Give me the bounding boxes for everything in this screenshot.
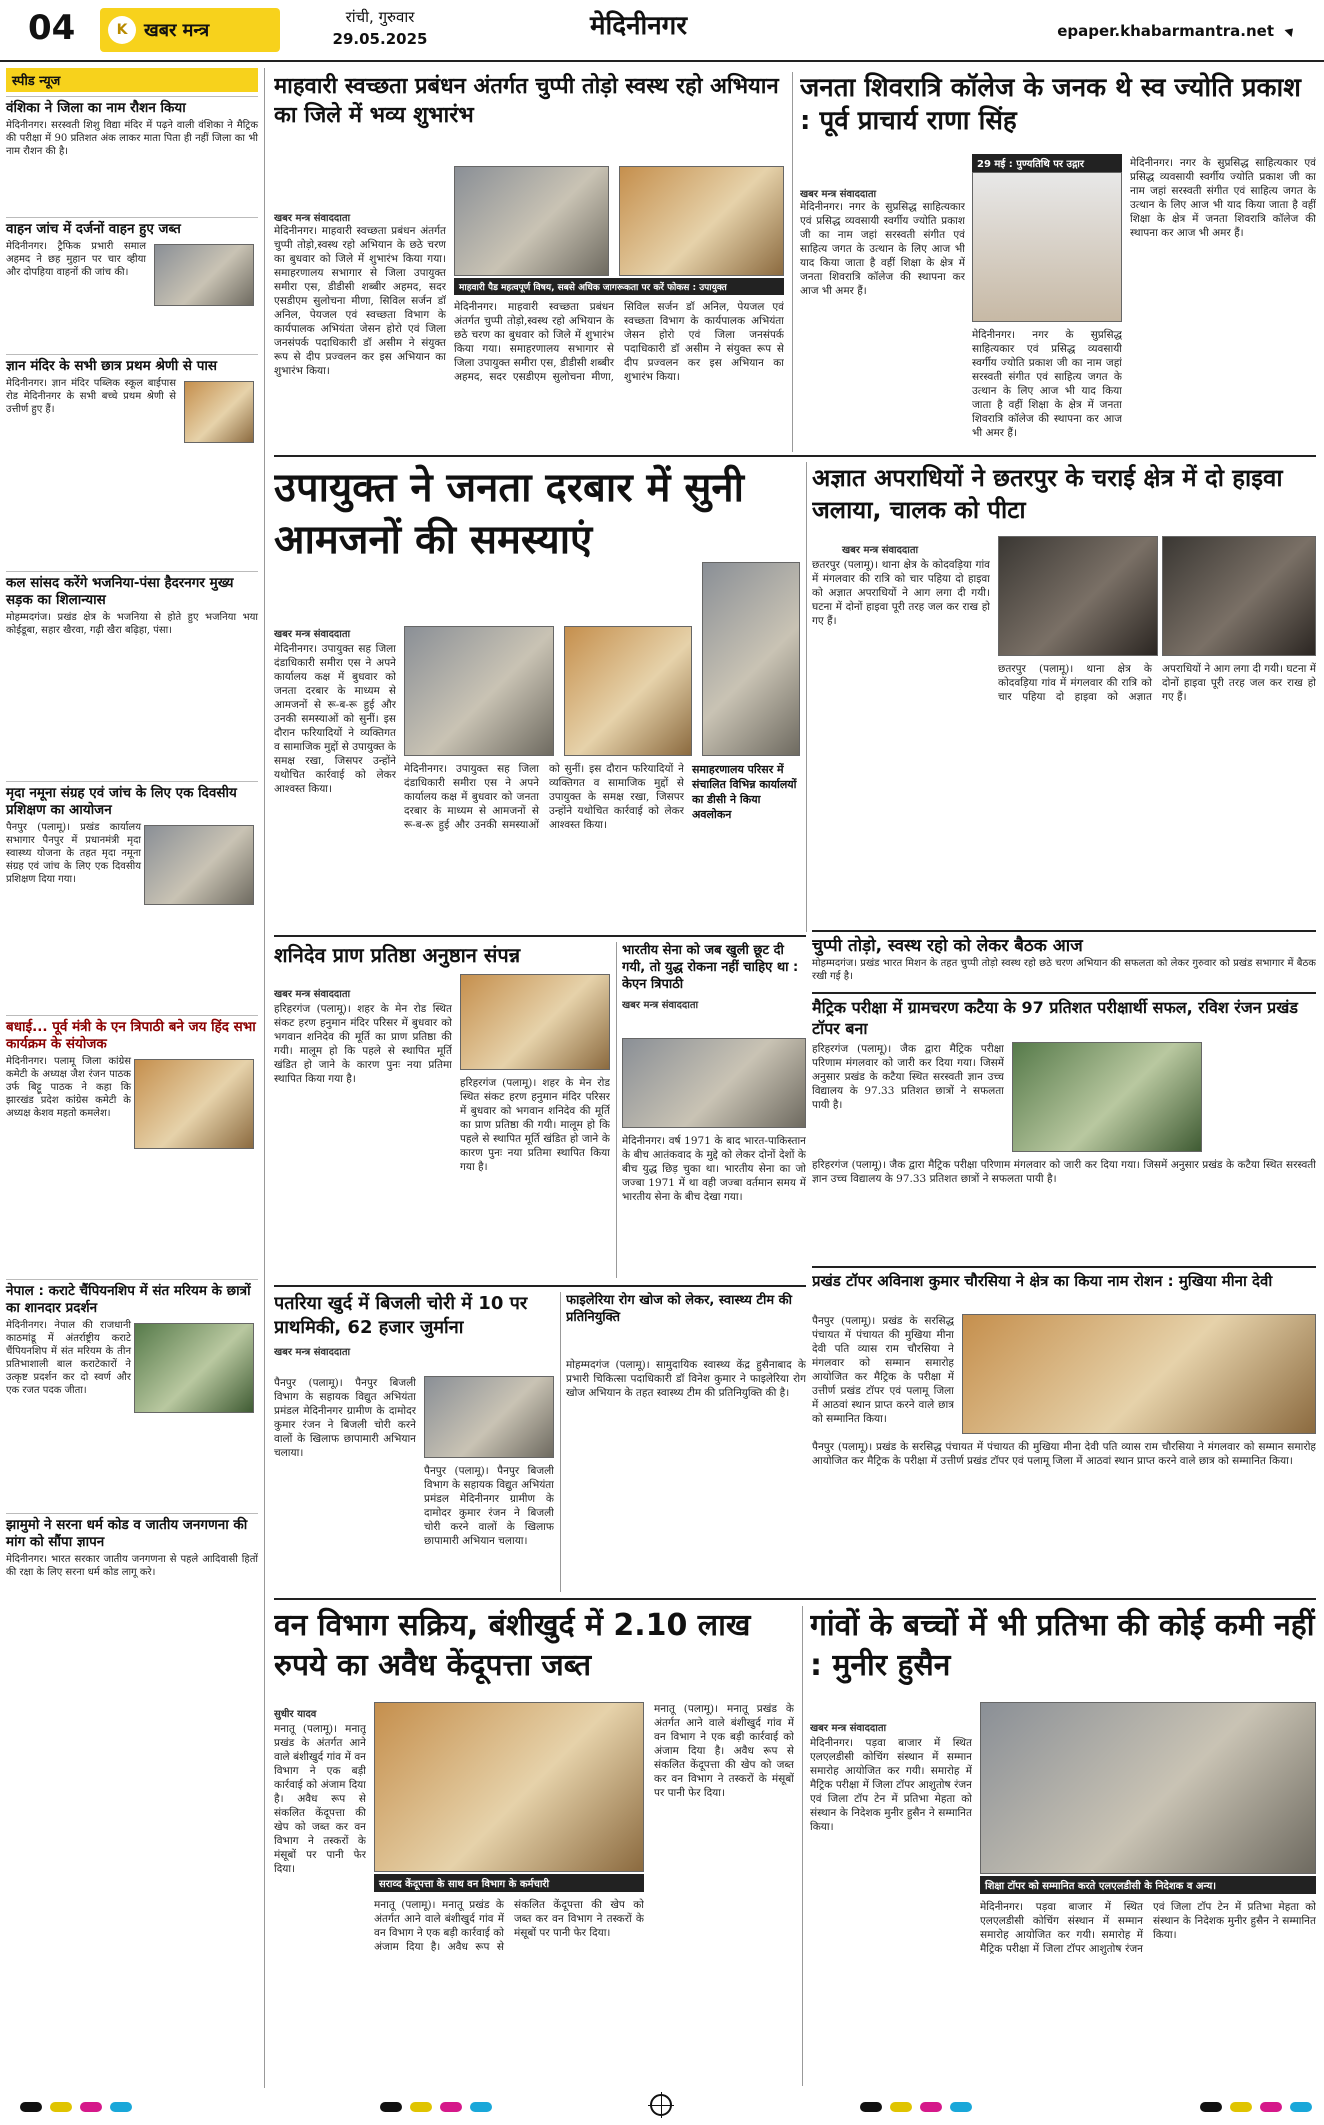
page-number: 04: [28, 8, 76, 48]
story-photo: [564, 626, 692, 756]
brief-photo: [134, 1323, 254, 1413]
story-body-continued: पैनपुर (पलामू)। प्रखंड के सरसिद्ध पंचायत में पंचायत की मुखिया मीना देवी पति व्यास राम चौरसिया ने मंगलवार को सम्मान समारोह आयोजित कर मैट्रिक के परीक्षा में उत्तीर्ण प्रखंड टॉपर एवं पलामू जिला में आठवां स्थान प्राप्त करने वाले छात्र को सम्मानित किया।: [812, 1441, 1316, 1467]
story-byline: खबर मन्त्र संवाददाता: [842, 545, 919, 556]
story-headline: उपायुक्त ने जनता दरबार में सुनी आमजनों की समस्याएं: [274, 465, 744, 563]
brief-headline: वाहन जांच में दर्जनों वाहन हुए जब्त: [6, 217, 258, 238]
story-hywa-arson: [812, 462, 1316, 922]
brief-photo: [144, 825, 254, 905]
color-dot: [470, 2102, 492, 2112]
color-dot: [860, 2102, 882, 2112]
story-body-continued: पैनपुर (पलामू)। पैनपुर बिजली विभाग के सहायक विद्युत अभियंता प्रमंडल मेदिनीनगर ग्रामीण के दामोदर कुमार रंजन ने बिजली चोरी करने वालों के खिलाफ छापामारी अभियान चलाया।: [424, 1465, 554, 1547]
story-body-continued: हरिहरगंज (पलामू)। जैक द्वारा मैट्रिक परीक्षा परिणाम मंगलवार को जारी कर दिया गया। जिसमें अनुसार प्रखंड के कटैया स्थित सरस्वती ज्ञान उच्च विद्यालय के 97.33 प्रतिशत छात्रों ने सफलता पायी है।: [812, 1159, 1316, 1185]
story-menstrual-hygiene: [274, 72, 784, 450]
brief-text: मेदिनीनगर। ट्रैफिक प्रभारी समाल अहमद ने छह मुहान पर चार व्हीया और दोपहिया वाहनों की जांच की।: [6, 241, 146, 278]
story-headline: भारतीय सेना को जब खुली छूट दी गयी, तो युद्ध रोकना नहीं चाहिए था : केएन त्रिपाठी: [622, 943, 799, 992]
photo-caption: 29 मई : पुण्यतिथि पर उद्गार: [972, 154, 1122, 172]
story-block-topper: [812, 1266, 1316, 1596]
brief-text: मेदिनीनगर। नेपाल की राजधानी काठमांडू में अंतर्राष्ट्रीय कराटे चैंपियनशिप में संत मरियम के तीन प्रतिभाशाली बाल कराटेकारों ने उत्कृष्ट प्रदर्शन कर दो स्वर्ण और एक रजत पदक जीता।: [6, 1320, 131, 1396]
story-body-continued: मनातू (पलामू)। मनातू प्रखंड के अंतर्गत आने वाले बंशीखुर्द गांव में वन विभाग ने एक बड़ी कार्रवाई को अंजाम दिया है। अवैध रूप से संकलित केंदूपत्ता की खेप को जब्त कर वन विभाग ने तस्करों के मंसूबों पर पानी फेर दिया।: [374, 1899, 644, 1953]
story-photo: [998, 536, 1158, 656]
story-photo: [619, 166, 784, 276]
story-body: मोहम्मदगंज। प्रखंड भारत मिशन के तहत चुप्पी तोड़ो स्वस्थ रहो छठे चरण अभियान की सफलता को लेकर गुरुवार को प्रखंड सभागार में बैठक रखी गई है।: [812, 958, 1316, 982]
brief-photo: [154, 244, 254, 306]
story-shanidev: [274, 942, 610, 1278]
story-headline: वन विभाग सक्रिय, बंशीखुर्द में 2.10 लाख रुपये का अवैध केंदूपत्ता जब्त: [274, 1608, 751, 1683]
website-link[interactable]: epaper.khabarmantra.net: [1057, 22, 1274, 40]
color-dot: [1200, 2102, 1222, 2112]
story-photo: [622, 1038, 806, 1128]
story-body-continued: मेदिनीनगर। उपायुक्त सह जिला दंडाधिकारी समीरा एस ने अपने कार्यालय कक्ष में बुधवार को जनता दरबार के माध्यम से आमजनों से रू-ब-रू हुई और उनकी समस्याओं को सुनीं। इस दौरान फरियादियों ने व्यक्तिगत व सामाजिक मुद्दों से उपायुक्त के समक्ष रखा, जिसपर उन्होंने यथोचित कार्रवाई को लेकर आश्वस्त किया।: [404, 763, 684, 831]
color-dot: [1290, 2102, 1312, 2112]
brief-headline: बधाई... पूर्व मंत्री के एन त्रिपाठी बने जय हिंद सभा कार्यक्रम के संयोजक: [6, 1015, 258, 1053]
story-photo: [1162, 536, 1316, 656]
story-subhead: समाहरणालय परिसर में संचालित विभिन्न कार्यालयों का डीसी ने किया अवलोकन: [692, 763, 797, 821]
story-body: मेदिनीनगर। नगर के सुप्रसिद्ध साहित्यकार एवं प्रसिद्ध व्यवसायी स्वर्गीय ज्योति प्रकाश जी का नाम जहां सरस्वती संगीत एवं साहित्य जगत के उत्थान के लिए आज भी याद किया जाता है वहीं शिक्षा के क्षेत्र में जनता शिवरात्रि कॉलेज की स्थापना कर आज भी अमर हैं।: [800, 201, 965, 297]
story-photo: [404, 626, 554, 756]
color-dot: [20, 2102, 42, 2112]
story-headline: जनता शिवरात्रि कॉलेज के जनक थे स्व ज्योति प्रकाश : पूर्व प्राचार्य राणा सिंह: [800, 73, 1301, 136]
story-body-continued: मेदिनीनगर। माहवारी स्वच्छता प्रबंधन अंतर्गत चुप्पी तोड़ो,स्वस्थ रहो अभियान के छठे चरण का बुधवार को जिले में शुभारंभ किया गया। समाहरणालय सभागार से जिला उपायुक्त समीरा एस, डीडीसी शब्बीर अहमद, सदर एसडीएम सुलोचना मीणा, सिविल सर्जन डॉ अनिल, पेयजल एवं स्वच्छता विभाग के कार्यपालक अभियंता जेसन होरो एवं जिला जनसंपर्क पदाधिकारी डॉ असीम ने संयुक्त रूप से दीप प्रज्वलन कर इस अभियान का शुभारंभ किया।: [454, 301, 784, 383]
edition-name: मेदिनीनगर: [590, 11, 687, 41]
story-body-continued: मेदिनीनगर। नगर के सुप्रसिद्ध साहित्यकार एवं प्रसिद्ध व्यवसायी स्वर्गीय ज्योति प्रकाश जी का नाम जहां सरस्वती संगीत एवं साहित्य जगत के उत्थान के लिए आज भी याद किया जाता है वहीं शिक्षा के क्षेत्र में जनता शिवरात्रि कॉलेज की स्थापना कर आज भी अमर हैं।: [972, 329, 1122, 439]
story-headline: चुप्पी तोड़ो, स्वस्थ रहो को लेकर बैठक आज: [812, 930, 1316, 957]
story-headline: अज्ञात अपराधियों ने छतरपुर के चराई क्षेत्र में दो हाइवा जलाया, चालक को पीटा: [812, 464, 1283, 524]
story-byline: खबर मन्त्र संवाददाता: [274, 213, 351, 224]
story-byline: खबर मन्त्र संवाददाता: [274, 989, 351, 1000]
story-headline: गांवों के बच्चों में भी प्रतिभा की कोई कमी नहीं : मुनीर हुसैन: [810, 1608, 1315, 1683]
brief-text: मेदिनीनगर। ज्ञान मंदिर पब्लिक स्कूल बाईपास रोड मेदिनीनगर के सभी बच्चे प्रथम श्रेणी से उत्तीर्ण हुए हैं।: [6, 378, 176, 415]
story-college-founder: [800, 72, 1316, 450]
color-dot: [890, 2102, 912, 2112]
story-byline: सुधीर यादव: [274, 1709, 317, 1720]
story-kendu-leaf-seizure: [274, 1606, 794, 2086]
column-rule: [792, 72, 793, 452]
story-body-continued: मेदिनीनगर। पड़वा बाजार में स्थित एलएलडीसी कोचिंग संस्थान में सम्मान समारोह आयोजित कर गयी। समारोह में मैट्रिक परीक्षा में जिला टॉपर आशुतोष रंजन एवं जिला टॉप टेन में प्रतिभा मेहता को संस्थान के निदेशक मुनीर हुसैन ने सम्मानित किया।: [980, 1901, 1316, 1955]
story-photo: [374, 1702, 644, 1872]
portrait-photo: [972, 172, 1122, 322]
color-dot: [920, 2102, 942, 2112]
brief-headline: झामुमो ने सरना धर्म कोड व जातीय जनगणना की मांग को सौंपा ज्ञापन: [6, 1513, 258, 1551]
story-body: मेदिनीनगर। उपायुक्त सह जिला दंडाधिकारी समीरा एस ने अपने कार्यालय कक्ष में बुधवार को जनता दरबार के माध्यम से आमजनों से रू-ब-रू हुई और उनकी समस्याओं को सुनीं। इस दौरान फरियादियों ने व्यक्तिगत व सामाजिक मुद्दों से उपायुक्त के समक्ष रखा, जिसपर उन्होंने यथोचित कार्रवाई को लेकर आश्वस्त किया।: [274, 643, 396, 795]
section-rule: [274, 455, 1316, 457]
brief-headline: वंशिका ने जिला का नाम रौशन किया: [6, 96, 258, 117]
story-byline: खबर मन्त्र संवाददाता: [800, 189, 877, 200]
story-photo: [1012, 1042, 1202, 1152]
color-dot: [410, 2102, 432, 2112]
story-photo: [424, 1376, 554, 1458]
color-dot: [1230, 2102, 1252, 2112]
brief-headline: नेपाल : कराटे चैंपियनशिप में संत मरियम के छात्रों का शानदार प्रदर्शन: [6, 1279, 258, 1317]
story-body: पैनपुर (पलामू)। पैनपुर बिजली विभाग के सहायक विद्युत अभियंता प्रमंडल मेदिनीनगर ग्रामीण के दामोदर कुमार रंजन ने बिजली चोरी करने वालों के खिलाफ छापामारी अभियान चलाया।: [274, 1377, 416, 1459]
column-rule: [616, 942, 617, 1278]
story-byline: खबर मन्त्र संवाददाता: [274, 1347, 351, 1358]
brief-text: पैनपुर (पलामू)। प्रखंड कार्यालय सभागार पैनपुर में प्रधानमंत्री मृदा स्वास्थ्य योजना के तहत मृदा नमूना संग्रह एवं जांच के लिए एक दिवसीय प्रशिक्षण दिया गया।: [6, 822, 141, 885]
color-dot: [950, 2102, 972, 2112]
story-body-continued: मनातू (पलामू)। मनातू प्रखंड के अंतर्गत आने वाले बंशीखुर्द गांव में वन विभाग ने एक बड़ी कार्रवाई को अंजाम दिया है। अवैध रूप से संकलित केंदूपत्ता की खेप को जब्त कर वन विभाग ने तस्करों के मंसूबों पर पानी फेर दिया।: [654, 1703, 794, 1799]
column-rule: [802, 1606, 803, 2086]
brand-logo-icon: K: [108, 16, 136, 44]
story-body: पैनपुर (पलामू)। प्रखंड के सरसिद्ध पंचायत में पंचायत की मुखिया मीना देवी पति व्यास राम चौरसिया ने मंगलवार को सम्मान समारोह आयोजित कर मैट्रिक के परीक्षा में उत्तीर्ण प्रखंड टॉपर एवं पलामू जिला में आठवां स्थान प्राप्त करने वाले छात्र को सम्मानित किया।: [812, 1315, 954, 1425]
story-headline: माहवारी स्वच्छता प्रबंधन अंतर्गत चुप्पी तोड़ो स्वस्थ रहो अभियान का जिले में भव्य शुभारंभ: [274, 74, 779, 128]
story-headline: पतरिया खुर्द में बिजली चोरी में 10 पर प्राथमिकी, 62 हजार जुर्माना: [274, 1293, 528, 1338]
brief-photo: [134, 1059, 254, 1149]
masthead: [0, 0, 1324, 62]
story-byline: खबर मन्त्र संवाददाता: [810, 1723, 887, 1734]
story-body: हरिहरगंज (पलामू)। जैक द्वारा मैट्रिक परीक्षा परिणाम मंगलवार को जारी कर दिया गया। जिसमें अनुसार प्रखंड के कटैया स्थित सरस्वती ज्ञान उच्च विद्यालय के 97.33 प्रतिशत छात्रों ने सफलता पायी है।: [812, 1043, 1004, 1111]
story-body: मनातू (पलामू)। मनातू प्रखंड के अंतर्गत आने वाले बंशीखुर्द गांव में वन विभाग ने एक बड़ी कार्रवाई को अंजाम दिया है। अवैध रूप से संकलित केंदूपत्ता की खेप को जब्त कर वन विभाग ने तस्करों के मंसूबों पर पानी फेर दिया।: [274, 1723, 366, 1875]
city-day: रांची, गुरुवार: [345, 8, 415, 26]
brief-text: मोहम्मदगंज। प्रखंड क्षेत्र के भजनिया से होते हुए भजनिया भया कोईडूबा, सहार खैरवा, गढ़ी खैरा बढ़िहा, पंसा।: [6, 612, 258, 636]
story-body: मेदिनीनगर। पड़वा बाजार में स्थित एलएलडीसी कोचिंग संस्थान में सम्मान समारोह आयोजित कर गयी। समारोह में मैट्रिक परीक्षा में जिला टॉपर आशुतोष रंजन एवं जिला टॉप टेन में प्रतिभा मेहता को संस्थान के निदेशक मुनीर हुसैन ने सम्मानित किया।: [810, 1737, 972, 1833]
story-byline: खबर मन्त्र संवाददाता: [622, 1000, 699, 1011]
brief-text: मेदिनीनगर। भारत सरकार जातीय जनगणना से पहले आदिवासी हितों की रक्षा के लिए सरना धर्म कोड लागू करे।: [6, 1554, 258, 1578]
story-electricity-theft: [274, 1292, 554, 1592]
story-photo: [454, 166, 609, 276]
brief-headline: मृदा नमूना संग्रह एवं जांच के लिए एक दिवसीय प्रशिक्षण का आयोजन: [6, 781, 258, 819]
speed-news-column: [0, 68, 265, 2088]
story-headline: मैट्रिक परीक्षा में ग्रामचरण कटैया के 97 प्रतिशत परीक्षार्थी सफल, रविश रंजन प्रखंड टॉपर बना: [812, 992, 1316, 1039]
story-filaria: [566, 1292, 806, 1592]
brief-text: मेदिनीनगर। सरस्वती शिशु विद्या मंदिर में पढ़ने वाली वंशिका ने मैट्रिक की परीक्षा में 90 प्रतिशत अंक लाकर माता पिता ही नहीं जिला का भी नाम रौशन की है।: [6, 120, 258, 157]
story-photo: [980, 1702, 1316, 1874]
story-body: छतरपुर (पलामू)। थाना क्षेत्र के कोदवड़िया गांव में मंगलवार की रात्रि को चार पहिया दो हाइवा को अज्ञात अपराधियों ने आग लगा दी गयी। घटना में दोनों हाइवा पूरी तरह जल कर राख हो गए हैं।: [812, 559, 990, 627]
color-dot: [80, 2102, 102, 2112]
story-body: मोहम्मदगंज (पलामू)। सामुदायिक स्वास्थ्य केंद्र हुसैनाबाद के प्रभारी चिकित्सा पदाधिकारी डॉ विनेश कुमार ने फाइलेरिया रोग खोज अभियान के तहत स्वास्थ्य टीम की प्रतिनियुक्ति की है।: [566, 1359, 806, 1399]
registration-mark-icon: [650, 2094, 672, 2116]
section-rule: [274, 1598, 1316, 1600]
story-headline: फाइलेरिया रोग खोज को लेकर, स्वास्थ्य टीम की प्रतिनियुक्ति: [566, 1293, 792, 1325]
column-rule: [806, 462, 807, 932]
story-indian-army-main: [622, 942, 806, 1278]
story-photo: [962, 1314, 1316, 1434]
story-body: हरिहरगंज (पलामू)। शहर के मेन रोड स्थित संकट हरण हनुमान मंदिर परिसर में बुधवार को भगवान शनिदेव की मूर्ति का प्राण प्रतिष्ठा की गयी। मालूम हो कि पहले से स्थापित मूर्ति खंडित हो जाने के कारण पुनः नया प्रतिमा स्थापित किया गया है।: [274, 1003, 452, 1085]
photo-caption: शिक्षा टॉपर को सम्मानित करते एलएलडीसी के निदेशक व अन्य।: [980, 1876, 1316, 1894]
brief-photo: [184, 381, 254, 443]
brief-headline: ज्ञान मंदिर के सभी छात्र प्रथम श्रेणी से पास: [6, 354, 258, 375]
story-rural-talent: [810, 1606, 1316, 2086]
color-dot: [1260, 2102, 1282, 2112]
story-headline: शनिदेव प्राण प्रतिष्ठा अनुष्ठान संपन्न: [274, 943, 521, 967]
brief-headline: कल सांसद करेंगे भजनिया-पंसा हैदरनगर मुख्य सड़क का शिलान्यास: [6, 571, 258, 609]
story-janata-darbar: [274, 462, 800, 932]
story-body-continued: हरिहरगंज (पलामू)। शहर के मेन रोड स्थित संकट हरण हनुमान मंदिर परिसर में बुधवार को भगवान शनिदेव की मूर्ति का प्राण प्रतिष्ठा की गयी। मालूम हो कि पहले से स्थापित मूर्ति खंडित हो जाने के कारण पुनः नया प्रतिमा स्थापित किया गया है।: [460, 1077, 610, 1173]
brand-badge: [100, 8, 280, 52]
cursor-icon: [1284, 25, 1296, 37]
dateline: [330, 6, 430, 50]
column-rule: [560, 1292, 561, 1592]
story-body: मेदिनीनगर। माहवारी स्वच्छता प्रबंधन अंतर्गत चुप्पी तोड़ो,स्वस्थ रहो अभियान के छठे चरण का बुधवार को जिले में शुभारंभ किया गया। समाहरणालय सभागार से जिला उपायुक्त समीरा एस, डीडीसी शब्बीर अहमद, सदर एसडीएम सुलोचना मीणा, सिविल सर्जन डॉ अनिल, पेयजल एवं स्वच्छता विभाग के कार्यपालक अभियंता जेसन होरो एवं जिला जनसंपर्क पदाधिकारी डॉ असीम ने संयुक्त रूप से दीप प्रज्वलन कर इस अभियान का शुभारंभ किया।: [274, 225, 446, 377]
story-photo: [460, 974, 610, 1070]
story-body: मेदिनीनगर। वर्ष 1971 के बाद भारत-पाकिस्तान के बीच आतंकवाद के मुद्दे को लेकर दोनों देशों के बीच युद्ध छिड़ चुका था। भारतीय सेना का जो जज्बा 1971 में था वही जज्बा वर्तमान समय में भारतीय सेना के बीच देखा गया।: [622, 1135, 806, 1203]
photo-caption: माहवारी पैड महत्वपूर्ण विषय, सबसे अधिक जागरूकता पर करें फोकस : उपायुक्त: [454, 278, 784, 295]
color-dot: [110, 2102, 132, 2112]
story-body-continued: मेदिनीनगर। नगर के सुप्रसिद्ध साहित्यकार एवं प्रसिद्ध व्यवसायी स्वर्गीय ज्योति प्रकाश जी का नाम जहां सरस्वती संगीत एवं साहित्य जगत के उत्थान के लिए आज भी याद किया जाता है वहीं शिक्षा के क्षेत्र में जनता शिवरात्रि कॉलेज की स्थापना कर आज भी अमर हैं।: [1130, 157, 1316, 239]
photo-caption: सराव्द केंदूपत्ता के साथ वन विभाग के कर्मचारी: [374, 1874, 644, 1892]
section-tag: स्पीड न्यूज: [6, 68, 258, 92]
brief-text: मेदिनीनगर। पलामू जिला कांग्रेस कमेटी के अध्यक्ष जैश रंजन पाठक उर्फ बिट्टू पाठक ने कहा कि झारखंड प्रदेश कांग्रेस कमेटी के अध्यक्ष केशव महतो कमलेश।: [6, 1056, 131, 1119]
story-byline: खबर मन्त्र संवाददाता: [274, 629, 351, 640]
section-rule: [274, 935, 806, 937]
color-dot: [50, 2102, 72, 2112]
story-headline: प्रखंड टॉपर अविनाश कुमार चौरसिया ने क्षेत्र का किया नाम रोशन : मुखिया मीना देवी: [812, 1266, 1316, 1291]
story-body-continued: छतरपुर (पलामू)। थाना क्षेत्र के कोदवड़िया गांव में मंगलवार की रात्रि को चार पहिया दो हाइवा को अज्ञात अपराधियों ने आग लगा दी गयी। घटना में दोनों हाइवा पूरी तरह जल कर राख हो गए हैं।: [998, 663, 1316, 703]
color-dot: [440, 2102, 462, 2112]
story-photo: [702, 562, 800, 756]
date: 29.05.2025: [332, 30, 428, 48]
section-rule: [274, 1285, 806, 1287]
brand-name: खबर मन्त्र: [144, 20, 210, 41]
color-dot: [380, 2102, 402, 2112]
